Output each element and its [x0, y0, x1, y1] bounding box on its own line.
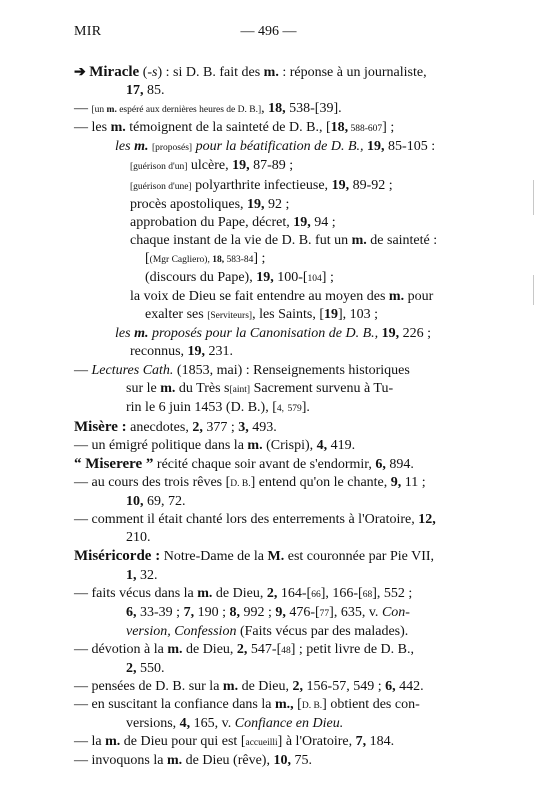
index-line	[74, 196, 469, 214]
text-segment: — comment il était chanté lors des enterrements à l'Oratoire,	[74, 512, 419, 528]
text-segment: pour la béatification de D. B.,	[192, 139, 364, 155]
text-segment: procès apostoliques,	[130, 196, 248, 212]
text-segment: 9,	[275, 604, 286, 620]
index-line	[74, 288, 469, 306]
text-segment: m.	[197, 585, 213, 601]
text-segment: 2,	[192, 419, 203, 435]
index-line	[74, 325, 469, 343]
text-segment: 87-89 ;	[249, 158, 294, 174]
text-segment: 94 ;	[310, 214, 336, 230]
text-segment: 19,	[293, 214, 311, 230]
text-segment: 100-[	[273, 270, 308, 286]
text-segment: 588-607	[348, 124, 383, 135]
text-segment: la voix de Dieu se fait entendre au moyen des	[130, 289, 389, 305]
text-segment: — en suscitant la confiance dans la	[74, 697, 275, 713]
text-segment: 77	[319, 608, 330, 619]
text-segment: 6,	[375, 456, 386, 472]
index-line	[74, 306, 469, 325]
text-segment: versions,	[126, 716, 180, 732]
text-segment: m.	[134, 326, 149, 342]
text-segment: m.,	[274, 697, 294, 713]
headword: Miséricorde :	[74, 548, 161, 565]
text-segment: 18,	[268, 101, 286, 117]
index-line	[74, 380, 469, 399]
index-line	[74, 119, 469, 138]
text-segment: [	[293, 697, 302, 713]
text-segment: 66	[311, 589, 321, 600]
index-line	[74, 715, 469, 733]
text-segment: 184.	[366, 734, 395, 750]
text-segment: — les	[74, 120, 111, 136]
text-segment: — la	[74, 734, 106, 750]
text-segment: Notre-Dame de la	[160, 549, 268, 565]
index-line	[74, 157, 469, 176]
text-segment: [	[145, 250, 150, 266]
text-segment: 493.	[248, 419, 277, 435]
index-line	[74, 696, 469, 715]
text-segment: 442.	[395, 679, 424, 695]
text-segment: 4,	[179, 716, 191, 732]
text-segment: 19	[324, 307, 339, 323]
text-segment: 19,	[247, 196, 265, 212]
text-segment: de Dieu,	[182, 641, 237, 657]
text-segment: —	[74, 362, 92, 378]
text-segment: 12,	[418, 512, 436, 528]
text-segment: ], 103 ;	[338, 307, 379, 323]
text-segment: exalter ses	[145, 307, 208, 323]
text-segment: ] ;	[253, 250, 266, 266]
text-segment: 39].	[319, 101, 342, 117]
index-line	[74, 567, 469, 585]
text-segment: 547-[	[247, 641, 282, 657]
text-segment: 85-105 :	[384, 139, 436, 155]
text-segment: de Dieu,	[238, 679, 293, 695]
text-segment: 2,	[266, 585, 278, 601]
index-line	[74, 63, 469, 82]
text-segment: -s	[147, 65, 158, 80]
text-segment: — invoquons la	[74, 753, 167, 769]
text-segment: (Faits vécus par des malades).	[236, 623, 409, 639]
text-segment: ulcère,	[187, 158, 233, 174]
text-segment: (1853, mai) : Renseignements historiques	[173, 362, 410, 378]
text-segment: 550.	[136, 661, 165, 676]
text-segment: 6,	[126, 604, 137, 620]
text-segment: 190 ;	[194, 604, 230, 620]
text-segment: 75.	[290, 753, 312, 769]
text-segment: 92 ;	[264, 196, 290, 212]
text-segment: 538-[	[285, 101, 320, 117]
index-line	[74, 660, 469, 678]
text-segment: 17,	[126, 83, 144, 99]
text-segment: D. B.	[301, 701, 323, 712]
text-segment: (discours du Pape),	[145, 270, 257, 286]
text-segment: Confiance en Dieu.	[234, 716, 344, 732]
index-line	[74, 399, 469, 418]
text-segment: Lectures Cath.	[91, 362, 174, 378]
text-segment: ] ;	[382, 120, 395, 136]
text-segment: de sainteté :	[366, 232, 438, 248]
index-entries	[74, 63, 469, 771]
index-line	[74, 455, 469, 474]
text-segment: M.	[267, 549, 285, 565]
text-segment: ) : si D. B. fait des	[157, 65, 264, 80]
text-segment: polyarthrite infectieuse,	[191, 177, 332, 193]
text-segment: ,	[261, 101, 269, 117]
text-segment: m.	[105, 734, 121, 750]
margin-rule	[533, 180, 534, 215]
index-line	[74, 547, 469, 566]
index-line	[74, 604, 469, 623]
text-segment: — pensées de D. B. sur la	[74, 679, 223, 695]
text-segment: récité chaque soir avant de s'endormir,	[153, 456, 376, 472]
text-segment: les	[115, 139, 135, 155]
text-segment: 7,	[183, 604, 195, 620]
headword: Miracle	[89, 64, 140, 80]
text-segment: m.	[110, 120, 126, 136]
text-segment: m.	[167, 641, 183, 657]
index-line	[74, 733, 469, 752]
text-segment: [guérison d'une]	[130, 181, 192, 192]
text-segment: 579	[287, 403, 302, 414]
index-line	[74, 177, 469, 196]
text-segment: 226 ;	[399, 326, 432, 342]
index-line	[74, 511, 469, 529]
text-segment: 18,	[212, 254, 225, 265]
text-segment: proposés pour la Canonisation de D. B.,	[148, 326, 379, 342]
text-segment: ] entend qu'on le chante,	[250, 475, 391, 491]
text-segment: m.	[160, 380, 176, 396]
text-segment: 6,	[385, 679, 396, 695]
headword: “ Miserere ”	[74, 455, 154, 472]
text-segment: anecdotes,	[126, 419, 193, 435]
text-segment: [aint]	[229, 384, 251, 395]
text-segment: ], 552 ;	[372, 585, 413, 601]
text-segment: ], 166-[	[320, 585, 363, 601]
text-segment: 583-84	[224, 254, 254, 265]
text-segment: m.	[106, 105, 117, 116]
text-segment: 4,	[316, 437, 328, 453]
text-segment: ], 635, v.	[329, 604, 382, 620]
text-segment: ] ;	[321, 270, 334, 286]
text-segment: 10,	[273, 753, 291, 769]
index-line	[74, 493, 469, 511]
index-line	[74, 585, 469, 604]
text-segment: 419.	[327, 437, 356, 453]
index-line	[74, 437, 469, 455]
text-segment: ].	[301, 399, 310, 415]
text-segment: 48	[281, 645, 291, 656]
index-line	[74, 269, 469, 288]
text-segment: (	[139, 65, 148, 80]
index-line	[74, 529, 469, 547]
text-segment: 894.	[385, 456, 414, 472]
text-segment: de Dieu pour qui est [	[120, 734, 246, 750]
text-segment: 8,	[229, 604, 240, 620]
text-segment: 85.	[143, 83, 165, 99]
text-segment: (Mgr Cagliero),	[149, 254, 213, 265]
text-segment: m.	[134, 139, 149, 155]
text-segment: Con-	[381, 604, 410, 620]
text-segment: D. B.	[230, 479, 251, 490]
index-line	[74, 214, 469, 232]
index-line	[74, 474, 469, 493]
text-segment: 231.	[205, 344, 234, 360]
index-line	[74, 82, 469, 100]
page-number: — 496 —	[240, 24, 297, 39]
text-segment: version, Confession	[126, 623, 237, 639]
text-segment: 210.	[126, 530, 151, 546]
text-segment: 2,	[236, 641, 248, 657]
text-segment: m.	[222, 679, 239, 695]
text-segment: — au cours des trois rêves [	[74, 475, 231, 491]
text-segment: 11 ;	[401, 475, 426, 491]
text-segment: témoignent de la sainteté de D. B., [	[125, 120, 331, 136]
text-segment: 68	[362, 589, 373, 600]
text-segment: est couronnée par Pie VII,	[284, 549, 435, 565]
text-segment: [un	[91, 105, 107, 116]
text-segment: 89-92 ;	[349, 177, 393, 193]
index-line	[74, 641, 469, 660]
text-segment: chaque instant de la vie de D. B. fut un	[130, 232, 352, 248]
headword: Misère :	[74, 418, 127, 435]
index-line	[74, 362, 469, 380]
text-segment: 104	[307, 274, 322, 285]
index-line	[74, 100, 469, 119]
text-segment: du Très s	[175, 380, 230, 396]
text-segment: 19,	[367, 139, 385, 155]
text-segment: pour	[404, 289, 434, 305]
index-line	[74, 343, 469, 361]
running-head: MIR	[74, 24, 102, 39]
text-segment: 377 ;	[202, 419, 239, 435]
text-segment: , les Saints, [	[252, 307, 325, 323]
text-segment: de Dieu (rêve),	[182, 753, 274, 769]
text-segment: ] à l'Oratoire,	[277, 734, 356, 750]
text-segment: 2,	[292, 679, 304, 695]
text-segment: 476-[	[285, 604, 320, 620]
text-segment: sur le	[126, 380, 161, 396]
text-segment: 9,	[390, 475, 402, 491]
index-line	[74, 250, 469, 269]
text-segment: 19,	[187, 344, 206, 360]
index-line	[74, 623, 469, 641]
text-segment: les	[115, 326, 135, 342]
text-segment: 165, v.	[190, 716, 235, 732]
text-segment: — un émigré politique dans la	[74, 437, 248, 453]
text-segment: 4,	[276, 403, 284, 414]
text-segment: 19,	[232, 158, 250, 174]
text-segment: 32.	[136, 567, 158, 583]
text-segment: m.	[351, 232, 367, 248]
text-segment: 992 ;	[239, 604, 276, 620]
text-segment: Sacrement survenu à Tu-	[250, 380, 394, 396]
text-segment: —	[74, 101, 92, 117]
text-segment: — faits vécus dans la	[74, 585, 198, 601]
index-line	[74, 232, 469, 250]
text-segment: 2,	[126, 661, 137, 676]
text-segment: approbation du Pape, décret,	[130, 214, 294, 230]
text-segment: 18,	[330, 120, 349, 136]
text-segment: 19,	[331, 177, 350, 193]
text-segment: 10,	[126, 494, 144, 510]
text-segment: 19,	[256, 270, 274, 286]
text-segment: ] ; petit livre de D. B.,	[290, 641, 415, 657]
text-segment: (Crispi),	[262, 437, 317, 453]
text-segment: espéré aux dernières heures de D. B.]	[116, 105, 262, 116]
text-segment: [guérison d'un]	[130, 162, 188, 173]
text-segment: ] obtient des con-	[322, 697, 420, 713]
text-segment: 33-39 ;	[136, 604, 184, 620]
text-segment: [Serviteurs]	[207, 311, 253, 322]
text-segment: [proposés]	[151, 143, 193, 154]
text-segment: : réponse à un journaliste,	[278, 65, 427, 80]
index-line	[74, 418, 469, 437]
text-segment: 1,	[126, 567, 137, 583]
text-segment: 156-57, 549 ;	[303, 679, 386, 695]
text-segment: m.	[166, 753, 183, 769]
index-line	[74, 138, 469, 157]
text-segment: rin le 6 juin 1453 (D. B.), [	[126, 399, 277, 415]
arrow-icon: ➔	[74, 65, 90, 80]
index-line	[74, 678, 469, 696]
text-segment: 3,	[238, 419, 249, 435]
text-segment: de Dieu,	[212, 585, 267, 601]
text-segment: m.	[247, 437, 263, 453]
text-segment: accueilli	[245, 738, 278, 749]
text-segment: 69, 72.	[143, 494, 186, 510]
index-line	[74, 752, 469, 770]
text-segment: reconnus,	[130, 344, 188, 360]
text-segment: m.	[263, 65, 279, 80]
text-segment: 19,	[381, 326, 400, 342]
text-segment: 7,	[355, 734, 367, 750]
text-segment: — dévotion à la	[74, 641, 168, 657]
text-segment: m.	[388, 289, 405, 305]
margin-rule	[533, 275, 534, 305]
text-segment: 164-[	[277, 585, 312, 601]
